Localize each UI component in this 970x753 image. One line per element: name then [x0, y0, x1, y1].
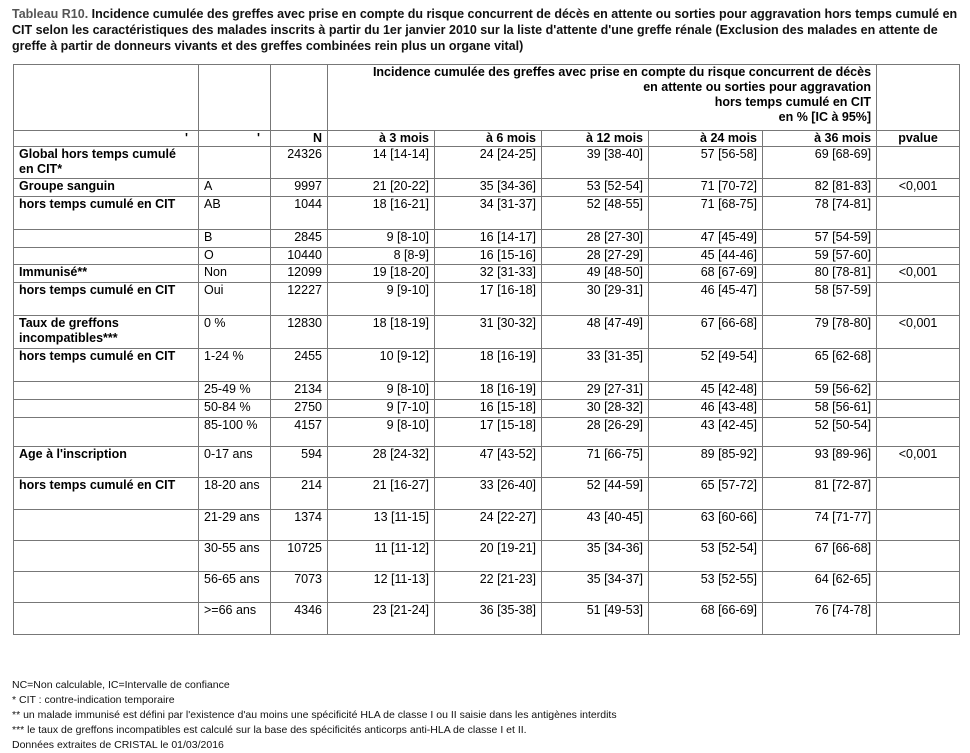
col-header-12m: à 12 mois: [542, 131, 649, 147]
cell-variable: Groupe sanguin: [14, 179, 199, 197]
cell-36m: 65 [62-68]: [763, 349, 877, 382]
cell-12m: 30 [28-32]: [542, 400, 649, 418]
cell-variable: [14, 572, 199, 603]
cell-n: 7073: [271, 572, 328, 603]
table-row: [14, 603, 960, 635]
header-empty-cell: [877, 65, 960, 131]
cell-12m: 48 [47-49]: [542, 316, 649, 349]
cell-variable: hors temps cumulé en CIT: [14, 349, 199, 382]
table-row: [14, 316, 960, 349]
cell-modality: 0-17 ans: [199, 447, 271, 478]
cell-6m: 16 [15-16]: [435, 248, 542, 265]
cell-variable: [14, 382, 199, 400]
header-columns-row: [14, 131, 960, 147]
cell-24m: 52 [49-54]: [649, 349, 763, 382]
cell-pvalue: <0,001: [877, 179, 960, 197]
cell-n: 214: [271, 478, 328, 510]
cell-n: 2455: [271, 349, 328, 382]
cell-6m: 16 [15-18]: [435, 400, 542, 418]
cell-24m: 89 [85-92]: [649, 447, 763, 478]
cell-n: 12830: [271, 316, 328, 349]
caption-text: Incidence cumulée des greffes avec prise en compte du risque concurrent de décès en attente ou sorties pour aggravation hors temps cumulé en CIT selon les caractéristiques des malades inscrits à partir du 1er janvier 2010 sur la liste d'attente d'une greffe rénale (Exclusion des malades en attente de greffe à partir de donneurs vivants et des greffes combinées rein plus un organe vital): [12, 7, 958, 53]
cell-pvalue: <0,001: [877, 316, 960, 349]
cell-36m: 79 [78-80]: [763, 316, 877, 349]
cell-modality: 50-84 %: [199, 400, 271, 418]
cell-modality: B: [199, 230, 271, 248]
cell-pvalue: [877, 197, 960, 230]
cell-pvalue: [877, 382, 960, 400]
cell-modality: AB: [199, 197, 271, 230]
cell-24m: 46 [45-47]: [649, 283, 763, 316]
table-row: [14, 400, 960, 418]
table-row: [14, 349, 960, 382]
cell-12m: 29 [27-31]: [542, 382, 649, 400]
cell-6m: 35 [34-36]: [435, 179, 542, 197]
cell-pvalue: [877, 349, 960, 382]
cell-24m: 53 [52-54]: [649, 541, 763, 572]
cell-36m: 69 [68-69]: [763, 147, 877, 179]
cell-pvalue: [877, 603, 960, 635]
cell-3m: 10 [9-12]: [328, 349, 435, 382]
cell-3m: 23 [21-24]: [328, 603, 435, 635]
table-row: [14, 197, 960, 230]
cell-pvalue: [877, 283, 960, 316]
cell-n: 1374: [271, 510, 328, 541]
header-empty-cell: [199, 65, 271, 131]
cell-36m: 67 [66-68]: [763, 541, 877, 572]
cell-variable: hors temps cumulé en CIT: [14, 283, 199, 316]
cell-pvalue: [877, 230, 960, 248]
col-header-pvalue: pvalue: [877, 131, 960, 147]
cell-modality: 1-24 %: [199, 349, 271, 382]
cell-3m: 14 [14-14]: [328, 147, 435, 179]
cell-24m: 43 [42-45]: [649, 418, 763, 447]
footnote: * CIT : contre-indication temporaire: [12, 694, 175, 706]
col-header-36m: à 36 mois: [763, 131, 877, 147]
cell-n: 10440: [271, 248, 328, 265]
cell-variable: [14, 400, 199, 418]
table-row: [14, 230, 960, 248]
cell-pvalue: [877, 541, 960, 572]
cell-3m: 8 [8-9]: [328, 248, 435, 265]
table-row: [14, 418, 960, 447]
cell-n: 9997: [271, 179, 328, 197]
cell-6m: 20 [19-21]: [435, 541, 542, 572]
cell-6m: 32 [31-33]: [435, 265, 542, 283]
cell-n: 12227: [271, 283, 328, 316]
cell-pvalue: [877, 510, 960, 541]
cell-variable: Age à l'inscription: [14, 447, 199, 478]
cell-36m: 81 [72-87]: [763, 478, 877, 510]
cell-variable: Global hors temps cumulé en CIT*: [14, 147, 199, 179]
cell-modality: 25-49 %: [199, 382, 271, 400]
footnote: ** un malade immunisé est défini par l'existence d'au moins une spécificité HLA de classe I ou II saisie dans les antigènes interdits: [12, 709, 617, 721]
cell-12m: 28 [27-30]: [542, 230, 649, 248]
cell-24m: 45 [44-46]: [649, 248, 763, 265]
cell-pvalue: <0,001: [877, 265, 960, 283]
cell-6m: 18 [16-19]: [435, 349, 542, 382]
cell-variable: Immunisé**: [14, 265, 199, 283]
table-row: [14, 248, 960, 265]
cell-3m: 9 [8-10]: [328, 382, 435, 400]
cell-variable: [14, 510, 199, 541]
cell-6m: 31 [30-32]: [435, 316, 542, 349]
cell-3m: 9 [8-10]: [328, 418, 435, 447]
cell-pvalue: [877, 418, 960, 447]
cell-12m: 39 [38-40]: [542, 147, 649, 179]
cell-3m: 21 [20-22]: [328, 179, 435, 197]
cell-6m: 24 [22-27]: [435, 510, 542, 541]
cell-modality: >=66 ans: [199, 603, 271, 635]
cell-12m: 28 [26-29]: [542, 418, 649, 447]
cell-36m: 59 [57-60]: [763, 248, 877, 265]
cell-36m: 82 [81-83]: [763, 179, 877, 197]
cell-12m: 51 [49-53]: [542, 603, 649, 635]
cell-6m: 33 [26-40]: [435, 478, 542, 510]
incidence-table: [13, 64, 960, 635]
cell-n: 2134: [271, 382, 328, 400]
cell-6m: 18 [16-19]: [435, 382, 542, 400]
cell-3m: 19 [18-20]: [328, 265, 435, 283]
cell-3m: 9 [9-10]: [328, 283, 435, 316]
cell-modality: O: [199, 248, 271, 265]
cell-6m: 16 [14-17]: [435, 230, 542, 248]
cell-modality: [199, 147, 271, 179]
table-body: [14, 65, 960, 635]
cell-12m: 28 [27-29]: [542, 248, 649, 265]
table-row: [14, 541, 960, 572]
table-row: [14, 283, 960, 316]
cell-24m: 53 [52-55]: [649, 572, 763, 603]
cell-12m: 35 [34-36]: [542, 541, 649, 572]
col-header-24m: à 24 mois: [649, 131, 763, 147]
header-span-row: [14, 65, 960, 131]
cell-36m: 76 [74-78]: [763, 603, 877, 635]
cell-modality: 21-29 ans: [199, 510, 271, 541]
cell-24m: 67 [66-68]: [649, 316, 763, 349]
cell-6m: 36 [35-38]: [435, 603, 542, 635]
cell-3m: 9 [7-10]: [328, 400, 435, 418]
cell-24m: 47 [45-49]: [649, 230, 763, 248]
cell-n: 1044: [271, 197, 328, 230]
cell-variable: [14, 230, 199, 248]
cell-12m: 30 [29-31]: [542, 283, 649, 316]
cell-6m: 17 [15-18]: [435, 418, 542, 447]
header-span-line: hors temps cumulé en CIT: [714, 95, 872, 109]
cell-n: 2845: [271, 230, 328, 248]
cell-24m: 68 [66-69]: [649, 603, 763, 635]
cell-variable: hors temps cumulé en CIT: [14, 197, 199, 230]
cell-n: 10725: [271, 541, 328, 572]
cell-variable: Taux de greffons incompatibles***: [14, 316, 199, 349]
cell-modality: 30-55 ans: [199, 541, 271, 572]
cell-6m: 34 [31-37]: [435, 197, 542, 230]
col-header-n: N: [271, 131, 328, 147]
header-span-line: en % [IC à 95%]: [778, 110, 872, 124]
cell-pvalue: [877, 572, 960, 603]
col-header-6m: à 6 mois: [435, 131, 542, 147]
cell-6m: 47 [43-52]: [435, 447, 542, 478]
cell-pvalue: <0,001: [877, 447, 960, 478]
cell-n: 2750: [271, 400, 328, 418]
footnote: *** le taux de greffons incompatibles est calculé sur la base des spécificités anticorps anti-HLA de classe I et II.: [12, 724, 527, 736]
cell-12m: 43 [40-45]: [542, 510, 649, 541]
cell-6m: 24 [24-25]: [435, 147, 542, 179]
cell-36m: 78 [74-81]: [763, 197, 877, 230]
cell-12m: 71 [66-75]: [542, 447, 649, 478]
cell-24m: 65 [57-72]: [649, 478, 763, 510]
cell-36m: 57 [54-59]: [763, 230, 877, 248]
cell-n: 12099: [271, 265, 328, 283]
cell-n: 594: [271, 447, 328, 478]
table-row: [14, 447, 960, 478]
cell-36m: 58 [57-59]: [763, 283, 877, 316]
cell-24m: 45 [42-48]: [649, 382, 763, 400]
cell-3m: 9 [8-10]: [328, 230, 435, 248]
cell-6m: 22 [21-23]: [435, 572, 542, 603]
cell-3m: 21 [16-27]: [328, 478, 435, 510]
col-header-3m: à 3 mois: [328, 131, 435, 147]
cell-12m: 53 [52-54]: [542, 179, 649, 197]
table-row: [14, 572, 960, 603]
footnote: Données extraites de CRISTAL le 01/03/2016: [12, 739, 224, 751]
cell-24m: 71 [70-72]: [649, 179, 763, 197]
cell-36m: 58 [56-61]: [763, 400, 877, 418]
cell-24m: 68 [67-69]: [649, 265, 763, 283]
cell-modality: Non: [199, 265, 271, 283]
cell-36m: 64 [62-65]: [763, 572, 877, 603]
cell-modality: 85-100 %: [199, 418, 271, 447]
col-header-modality: ': [199, 131, 271, 147]
cell-36m: 93 [89-96]: [763, 447, 877, 478]
table-row: [14, 478, 960, 510]
cell-variable: [14, 603, 199, 635]
cell-36m: 74 [71-77]: [763, 510, 877, 541]
cell-n: 4346: [271, 603, 328, 635]
cell-36m: 80 [78-81]: [763, 265, 877, 283]
cell-pvalue: [877, 400, 960, 418]
cell-variable: [14, 541, 199, 572]
cell-variable: hors temps cumulé en CIT: [14, 478, 199, 510]
col-header-variable: ': [14, 131, 199, 147]
cell-3m: 28 [24-32]: [328, 447, 435, 478]
cell-pvalue: [877, 478, 960, 510]
header-empty-cell: [271, 65, 328, 131]
cell-24m: 63 [60-66]: [649, 510, 763, 541]
cell-variable: [14, 418, 199, 447]
table-row: [14, 179, 960, 197]
cell-24m: 57 [56-58]: [649, 147, 763, 179]
cell-modality: Oui: [199, 283, 271, 316]
cell-12m: 33 [31-35]: [542, 349, 649, 382]
cell-12m: 35 [34-37]: [542, 572, 649, 603]
cell-36m: 52 [50-54]: [763, 418, 877, 447]
cell-3m: 12 [11-13]: [328, 572, 435, 603]
cell-3m: 13 [11-15]: [328, 510, 435, 541]
header-empty-cell: [14, 65, 199, 131]
footnote: NC=Non calculable, IC=Intervalle de confiance: [12, 679, 230, 691]
cell-24m: 71 [68-75]: [649, 197, 763, 230]
header-span-title: [328, 65, 877, 131]
cell-3m: 18 [18-19]: [328, 316, 435, 349]
cell-36m: 59 [56-62]: [763, 382, 877, 400]
cell-modality: 18-20 ans: [199, 478, 271, 510]
header-span-line: Incidence cumulée des greffes avec prise en compte du risque concurrent de décès: [372, 65, 872, 79]
table-row: [14, 147, 960, 179]
table-row: [14, 510, 960, 541]
cell-12m: 52 [48-55]: [542, 197, 649, 230]
cell-3m: 11 [11-12]: [328, 541, 435, 572]
cell-modality: 56-65 ans: [199, 572, 271, 603]
cell-variable: [14, 248, 199, 265]
cell-modality: 0 %: [199, 316, 271, 349]
cell-24m: 46 [43-48]: [649, 400, 763, 418]
caption-tag: Tableau R10.: [12, 7, 89, 21]
cell-n: 24326: [271, 147, 328, 179]
table-row: [14, 265, 960, 283]
cell-modality: A: [199, 179, 271, 197]
header-span-line: en attente ou sorties pour aggravation: [643, 80, 872, 94]
cell-3m: 18 [16-21]: [328, 197, 435, 230]
cell-12m: 52 [44-59]: [542, 478, 649, 510]
cell-6m: 17 [16-18]: [435, 283, 542, 316]
footnotes: [12, 678, 617, 753]
cell-n: 4157: [271, 418, 328, 447]
cell-pvalue: [877, 248, 960, 265]
table-row: [14, 382, 960, 400]
cell-12m: 49 [48-50]: [542, 265, 649, 283]
table-caption: [12, 6, 960, 54]
cell-pvalue: [877, 147, 960, 179]
